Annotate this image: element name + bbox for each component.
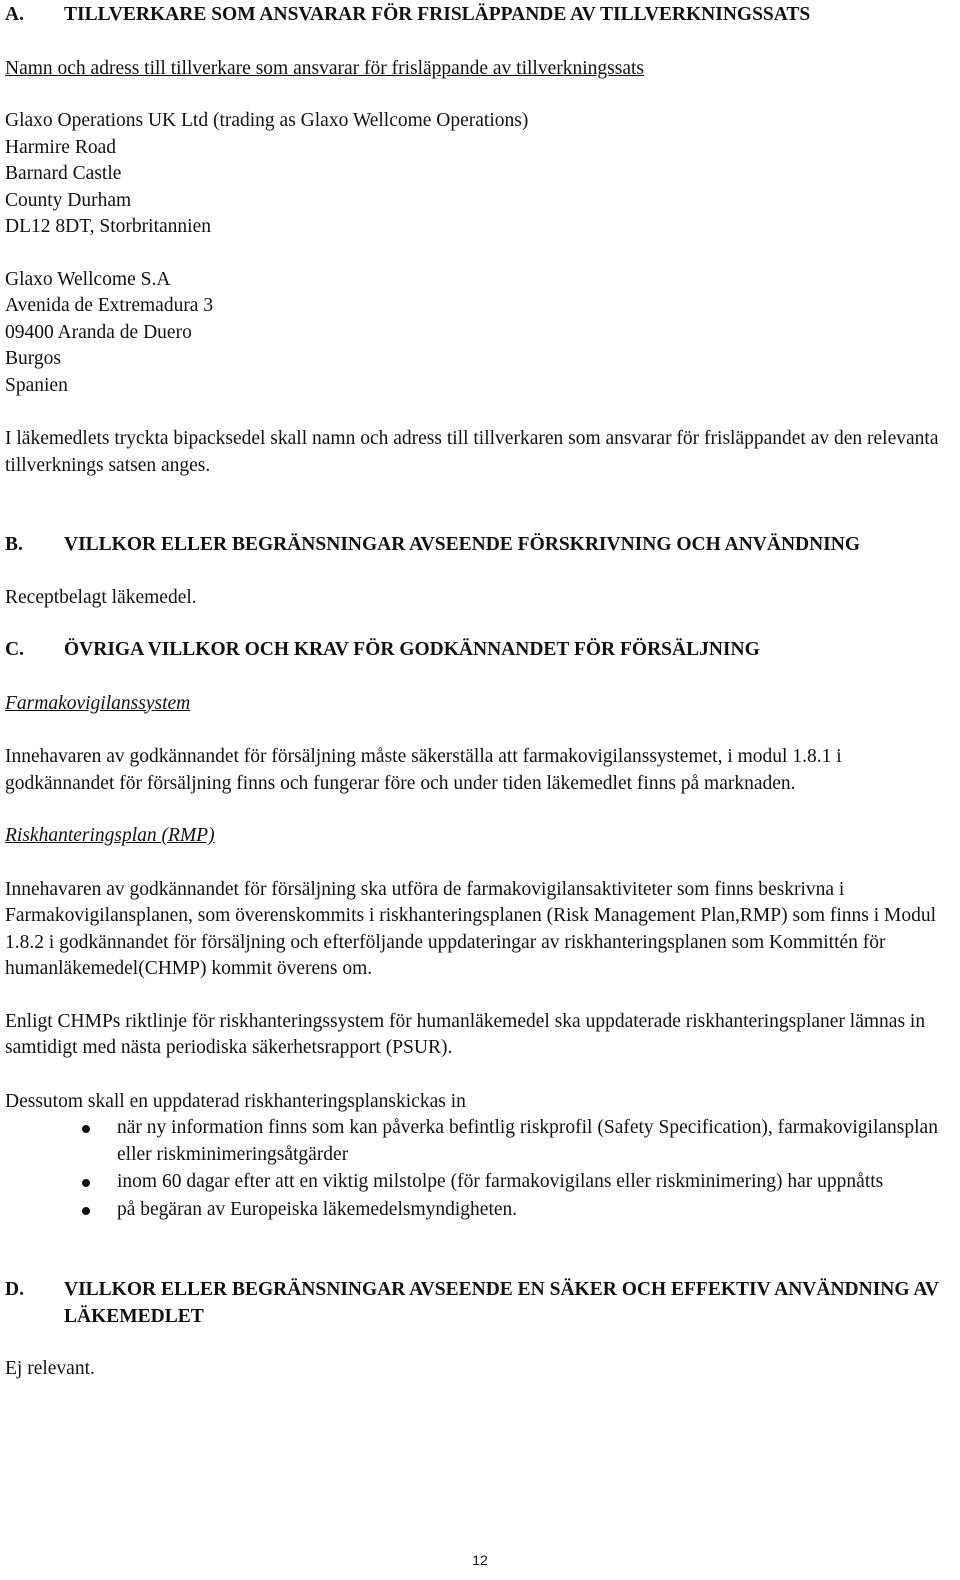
section-b-title: VILLKOR ELLER BEGRÄNSNINGAR AVSEENDE FÖRSKRIVNING OCH ANVÄNDNING — [64, 534, 861, 555]
address-line: 09400 Aranda de Duero — [5, 321, 192, 343]
address-line: County Durham — [5, 189, 132, 211]
leaflet-note: I läkemedlets tryckta bipacksedel skall namn och adress till tillverkaren som ansvarar för frisläppandet av den relevanta tillverknings satsen anges. — [5, 428, 939, 476]
bullet-icon — [82, 1125, 90, 1133]
list-item — [5, 1169, 950, 1196]
rmp-paragraph: Innehavaren av godkännandet för försäljning ska utföra de farmakovigilansaktiviteter som finns beskrivna i Farmakovigilansplanen, som överenskommits i riskhanteringsplanen (Risk Management Plan,RMP) som finns i Modul 1.8.2 i godkännandet för försäljning och efterföljande uppdateringar av riskhanteringsplanen som Kommittén för humanläkemedel(CHMP) kommit överens om. — [5, 878, 937, 979]
list-item-text: när ny information finns som kan påverka befintlig riskprofil (Safety Specification), farmakovigilansplan eller riskminimeringsåtgärder — [117, 1117, 938, 1165]
address-line: Avenida de Extremadura 3 — [5, 295, 214, 316]
section-b-text: Receptbelagt läkemedel. — [5, 586, 197, 608]
section-d-letter: D. — [5, 1279, 24, 1300]
list-item — [5, 1197, 950, 1224]
section-d-text: Ej relevant. — [5, 1358, 95, 1379]
address-line: DL12 8DT, Storbritannien — [5, 216, 211, 237]
address-line: Spanien — [5, 374, 68, 396]
address-line: Glaxo Operations UK Ltd (trading as Glaxo Wellcome Operations) — [5, 110, 529, 131]
section-c-title: ÖVRIGA VILLKOR OCH KRAV FÖR GODKÄNNANDET FÖR FÖRSÄLJNING — [64, 639, 760, 660]
bullet-icon — [82, 1179, 90, 1187]
pharmacovigilance-subheading: Farmakovigilanssystem — [5, 692, 191, 714]
section-c-heading — [5, 637, 950, 664]
rmp-submission-list — [5, 1115, 950, 1223]
section-a-heading — [5, 2, 950, 29]
manufacturer-1-address — [5, 108, 950, 241]
list-item-text: på begäran av Europeiska läkemedelsmyndigheten. — [117, 1198, 518, 1220]
list-item — [5, 1115, 950, 1168]
pharmacovigilance-paragraph: Innehavaren av godkännandet för försäljning måste säkerställa att farmakovigilanssystemet, i modul 1.8.1 i godkännandet för försäljning finns och fungerar före och under tiden läkemedlet finns på marknaden. — [5, 746, 842, 794]
section-a-title: TILLVERKARE SOM ANSVARAR FÖR FRISLÄPPANDE AV TILLVERKNINGSSATS — [64, 4, 811, 25]
chmp-guideline-paragraph: Enligt CHMPs riktlinje för riskhanteringssystem för humanläkemedel ska uppdaterade riskhanteringsplaner lämnas in samtidigt med nästa periodiska säkerhetsrapport (PSUR). — [5, 1010, 926, 1058]
manufacturer-subheading: Namn och adress till tillverkare som ansvarar för frisläppande av tillverkningssats — [5, 57, 644, 79]
section-d-heading — [5, 1277, 950, 1330]
section-a-letter: A. — [5, 4, 24, 25]
address-line: Burgos — [5, 348, 61, 369]
document-page — [5, 2, 950, 1383]
page-number: 12 — [472, 1552, 488, 1568]
address-line: Barnard Castle — [5, 163, 122, 184]
section-d-title: VILLKOR ELLER BEGRÄNSNINGAR AVSEENDE EN SÄKER OCH EFFEKTIV ANVÄNDNING AV LÄKEMEDLET — [64, 1279, 939, 1327]
address-line: Glaxo Wellcome S.A — [5, 268, 171, 290]
rmp-submission-intro: Dessutom skall en uppdaterad riskhanteringsplanskickas in — [5, 1090, 466, 1112]
manufacturer-2-address — [5, 267, 950, 400]
list-item-text: inom 60 dagar efter att en viktig milstolpe (för farmakovigilans eller riskminimering) har uppnåtts — [117, 1171, 884, 1192]
address-line: Harmire Road — [5, 136, 117, 158]
bullet-icon — [82, 1207, 90, 1215]
rmp-subheading: Riskhanteringsplan (RMP) — [5, 825, 215, 846]
section-b-heading — [5, 532, 950, 559]
section-b-letter: B. — [5, 534, 23, 555]
section-c-letter: C. — [5, 639, 24, 660]
